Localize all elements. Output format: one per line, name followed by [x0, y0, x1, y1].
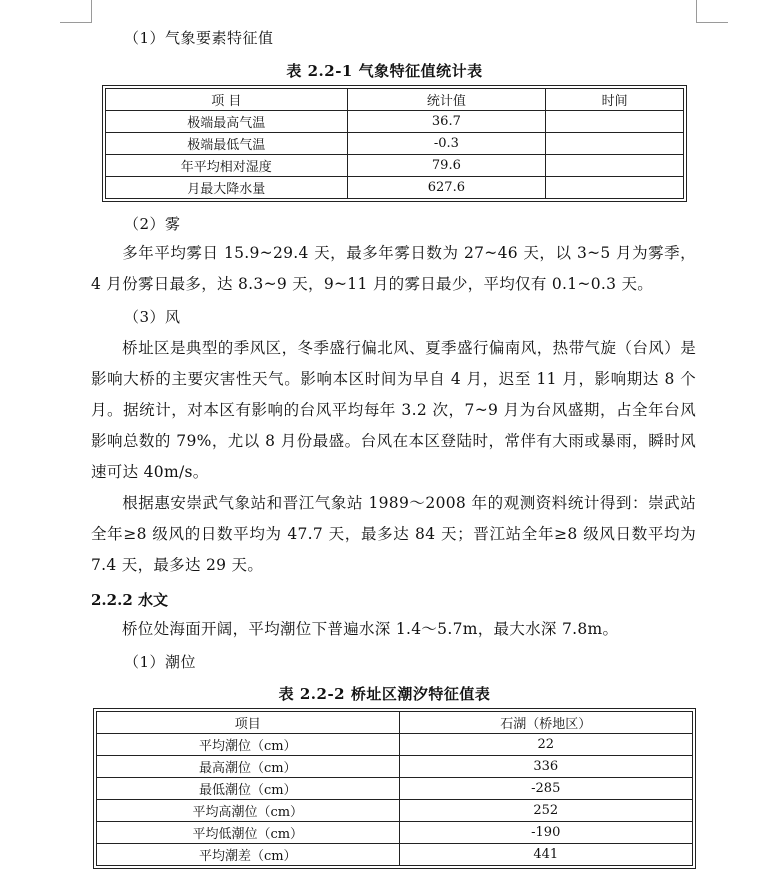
section-heading-hydrology: 2.2.2 水文 — [91, 591, 168, 609]
table-row — [97, 822, 693, 844]
paragraph-wind-2-text: 根据惠安崇武气象站和晋江气象站 1989～2008 年的观测资料统计得到：崇武站全年≥8 级风的日数平均为 47.7 天，最多达 84 天；晋江站全年≥8 级风日数平均为 7.4 天，最多达 29 天。 — [91, 494, 696, 574]
table-cell: 627.6 — [347, 177, 546, 199]
table-cell — [546, 155, 684, 177]
table-cell: 平均高潮位（cm） — [97, 800, 400, 822]
section-title-meteorology: （1）气象要素特征值 — [124, 29, 274, 47]
table-cell: 平均潮差（cm） — [97, 844, 400, 866]
paragraph-wind-1-text: 桥址区是典型的季风区，冬季盛行偏北风、夏季盛行偏南风，热带气旋（台风）是影响大桥的主要灾害性天气。影响本区时间为早自 4 月，迟至 11 月，影响期达 8 个月。据统计，对本区有影响的台风平均每年 3.2 次，7~9 月为台风盛期，占全年台风影响总数的 79%，尤以 8 月份最盛。台风在本区登陆时，常伴有大雨或暴雨，瞬时风速可达 40m/s。 — [91, 339, 696, 481]
table-header-row — [106, 89, 684, 111]
table-header-cell: 统计值 — [347, 89, 546, 111]
table-header-cell: 石湖（桥地区） — [399, 712, 693, 734]
table-cell: 79.6 — [347, 155, 546, 177]
table-header-cell: 时间 — [546, 89, 684, 111]
crop-mark-right-h — [696, 22, 728, 23]
table-cell: -0.3 — [347, 133, 546, 155]
table-cell: 最高潮位（cm） — [97, 756, 400, 778]
tide-table — [96, 711, 693, 866]
section-title-wind: （3）风 — [124, 308, 181, 326]
table-cell: 平均低潮位（cm） — [97, 822, 400, 844]
table-cell: 36.7 — [347, 111, 546, 133]
table-cell: 年平均相对湿度 — [106, 155, 348, 177]
table-row — [97, 800, 693, 822]
section-title-tide: （1）潮位 — [124, 653, 197, 671]
table-cell: 极端最高气温 — [106, 111, 348, 133]
crop-mark-right — [696, 0, 697, 22]
table-cell: 极端最低气温 — [106, 133, 348, 155]
table-row — [97, 756, 693, 778]
table-row — [97, 778, 693, 800]
crop-mark-left — [91, 0, 92, 22]
table-cell: 平均潮位（cm） — [97, 734, 400, 756]
table-row — [97, 734, 693, 756]
table-cell: -285 — [399, 778, 693, 800]
meteorology-table — [105, 88, 684, 199]
table-row — [106, 177, 684, 199]
table-cell: 336 — [399, 756, 693, 778]
paragraph-fog-text: 多年平均雾日 15.9~29.4 天，最多年雾日数为 27~46 天，以 3~5 月为雾季，4 月份雾日最多，达 8.3~9 天，9~11 月的雾日最少，平均仅有 0.1~0.3 天。 — [91, 244, 696, 293]
table-row — [106, 111, 684, 133]
section-title-fog: （2）雾 — [124, 215, 181, 233]
table-cell — [546, 111, 684, 133]
table-row — [106, 155, 684, 177]
table-cell — [546, 133, 684, 155]
table-cell: -190 — [399, 822, 693, 844]
table-header-cell: 项目 — [97, 712, 400, 734]
table-header-row — [97, 712, 693, 734]
table-cell: 最低潮位（cm） — [97, 778, 400, 800]
paragraph-hydrology-text: 桥位处海面开阔，平均潮位下普遍水深 1.4～5.7m，最大水深 7.8m。 — [122, 620, 619, 638]
table1-caption: 表 2.2-1 气象特征值统计表 — [286, 62, 483, 80]
table-cell: 月最大降水量 — [106, 177, 348, 199]
paragraph-wind-2 — [91, 488, 696, 581]
paragraph-wind-1 — [91, 333, 696, 488]
table-cell: 441 — [399, 844, 693, 866]
paragraph-fog — [91, 238, 696, 300]
table-cell: 252 — [399, 800, 693, 822]
table-header-cell: 项 目 — [106, 89, 348, 111]
table-cell: 22 — [399, 734, 693, 756]
table-row — [97, 844, 693, 866]
table2-caption: 表 2.2-2 桥址区潮汐特征值表 — [278, 685, 491, 703]
table-row — [106, 133, 684, 155]
crop-mark-left-h — [60, 22, 92, 23]
table-cell — [546, 177, 684, 199]
paragraph-hydrology — [91, 614, 696, 645]
